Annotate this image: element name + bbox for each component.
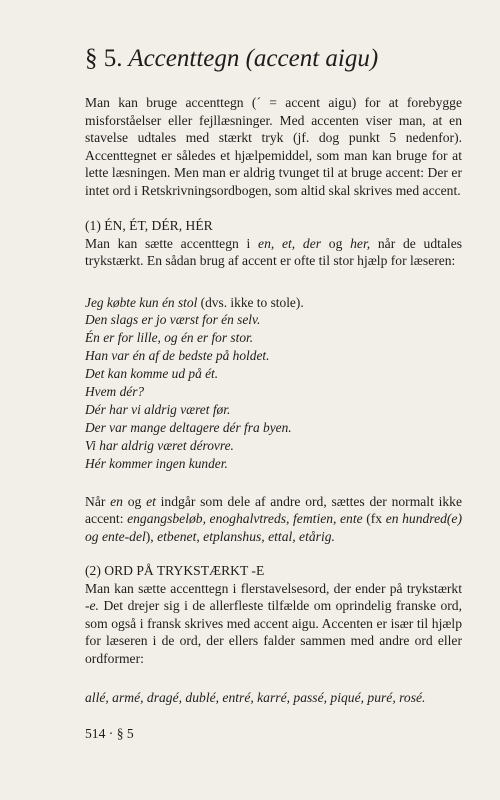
italic-word: en — [110, 493, 123, 509]
text-run: indgår som dele af andre ord, sættes der normalt ikke accent: — [85, 493, 463, 527]
example-sentence — [85, 347, 462, 365]
text-run: Man kan sætte accenttegn i — [85, 235, 259, 251]
italic-word: -e. — [85, 598, 99, 614]
example-sentence — [85, 365, 462, 383]
subsection-2-heading: (2) ORD PÅ TRYKSTÆRKT -E — [85, 563, 265, 579]
example-sentence — [85, 294, 462, 312]
section-title: Accenttegn (accent aigu) — [128, 45, 379, 72]
text-run: når de udtales trykstærkt. En sådan brug af accent er ofte til stor hjælp for læseren: — [85, 235, 463, 268]
intro-text-rest: = accent aigu) for at forebygge misforståelser eller fejllæsninger. Med accenten viser man, at en stavelse udtales med stærkt tryk (jf. dog punkt 5 nedenfor). Accenttegnet er således et hjælpemiddel, som man kan bruge for at lette læsningen. Men man er aldrig tvunget til at bruge accent: Der er intet ord i Retskrivningsordbogen, som altid skal skrives med accent. — [85, 95, 462, 198]
subsection-1-text — [85, 235, 462, 270]
text-run: Man kan sætte accenttegn i flerstavelsesord, der ender på trykstærkt — [85, 580, 462, 596]
accent-mark: ´ — [256, 95, 261, 110]
text-run: og — [122, 493, 147, 509]
section-number: § 5. — [85, 45, 123, 72]
italic-word: et — [146, 493, 156, 509]
example-italic: Hér kommer ingen kunder. — [85, 455, 228, 471]
example-sentence — [85, 383, 462, 401]
french-word-list: allé, armé, dragé, dublé, entré, karré, passé, piqué, puré, rosé. — [85, 690, 426, 706]
example-sentences — [85, 294, 462, 473]
compound-words-note — [85, 493, 462, 546]
italic-word: en hundred(e) og ente-del — [85, 511, 462, 544]
page-footer: 514 · § 5 — [85, 726, 134, 741]
text-run: (fx — [362, 511, 386, 527]
example-italic: Jeg købte kun én stol — [85, 294, 198, 310]
intro-paragraph — [85, 94, 462, 199]
example-italic: Det kan komme ud på ét. — [85, 366, 219, 382]
subsection-1-heading: (1) ÉN, ÉT, DÉR, HÉR — [85, 218, 213, 233]
example-sentence — [85, 329, 462, 347]
example-sentence — [85, 401, 462, 419]
example-sentence — [85, 455, 462, 473]
text-run: og — [321, 235, 351, 251]
example-plain: (dvs. ikke to stole). — [197, 294, 304, 310]
italic-word: engangsbeløb, enoghalvtreds, femtien, ente — [127, 511, 363, 527]
example-italic: Der var mange deltagere dér fra byen. — [85, 419, 292, 435]
example-italic: Dér har vi aldrig været før. — [85, 401, 231, 417]
text-run: Det drejer sig i de allerfleste tilfælde om oprindelig franske ord, som også i fransk skrives med accent aigu. Accenten er især til hjælp for læseren i de ord, der ellers falder sammen med andre ord eller ordformer: — [85, 598, 462, 666]
example-italic: Han var én af de bedste på holdet. — [85, 348, 270, 364]
section-heading — [85, 44, 462, 74]
example-italic: Vi har aldrig været dérovre. — [85, 437, 234, 453]
example-italic: Hvem dér? — [85, 384, 145, 400]
text-run: Når — [85, 493, 111, 509]
example-italic: Den slags er jo værst for én selv. — [85, 312, 261, 328]
text-run: ), — [145, 528, 158, 544]
example-sentence — [85, 437, 462, 455]
example-italic: Én er for lille, og én er for stor. — [85, 330, 254, 346]
example-sentence — [85, 419, 462, 437]
italic-word: her, — [350, 235, 371, 251]
intro-text-start: Man kan bruge accenttegn ( — [85, 95, 257, 110]
subsection-2-text — [85, 580, 462, 668]
example-sentence — [85, 311, 462, 329]
italic-word: etbenet, etplanshus, ettal, etårig. — [157, 528, 335, 544]
italic-word: en, et, der — [258, 235, 322, 251]
